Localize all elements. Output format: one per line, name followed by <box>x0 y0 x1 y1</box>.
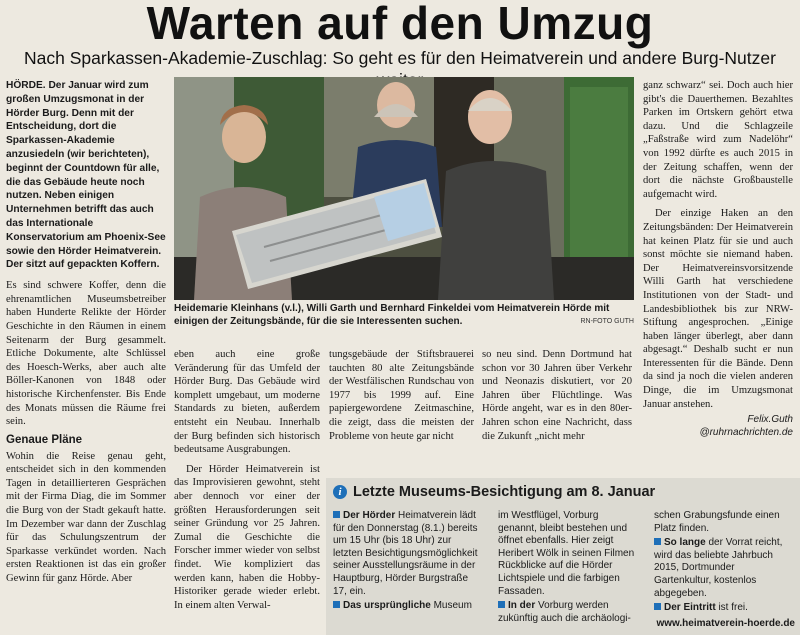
lead-paragraph: HÖRDE. Der Januar wird zum großen Umzugsmonat in der Hörder Burg. Denn mit der Entscheidung, dort die Sparkassen-Akademie anzusiedeln (wir berichteten), beginnt der Countdown für alle, die das Gebäude heute noch nutzen. Neben einigen Unternehmen betrifft das auch das Internationale Konservatorium am Phoenix-See sowie den Hörder Heimatverein. Der sitzt auf gepackten Koffern. <box>6 80 166 271</box>
bullet-square-icon <box>654 538 661 545</box>
info-bullet <box>654 602 794 615</box>
bullet-square-icon <box>654 603 661 610</box>
body-paragraph: Der einzige Haken an den Zeitungsbänden: Der Heimatverein hat keinen Platz für sie und auch sonst möchte sie niemand haben. Der Heimatvereinsvorsitzende Willi Garth hat verschiedene Institutionen von der Stadt- und Landesbibliothek bis zur NRW-Stiftung angesprochen. „Einige haben länger überlegt, aber dann abgesagt.“ Deshalb sucht er nun Interessenten für die Bände. Denn da sind ja noch die vielen anderen Dinge, die im Umzugsmonat Januar anstehen. <box>643 208 793 410</box>
bullet-square-icon <box>333 601 340 608</box>
column-5 <box>643 79 793 439</box>
bullet-lead: In der <box>508 600 536 612</box>
photo-caption: Heidemarie Kleinhans (v.l.), Willi Garth und Bernhard Finkeldei vom Heimatverein Hörde mit einigen der Zeitungsbände, für die sie Interessenten suchen. <box>174 303 610 327</box>
column-4 <box>482 348 632 443</box>
info-column-2 <box>498 510 640 627</box>
body-paragraph: so neu sind. Denn Dortmund hat schon vor 30 Jahren über Verkehr und Neonazis diskutiert, vor 20 Jahren über Flüchtlinge. Was Hörde angeht, war es in den 80er-Jahren schon eine Nachricht, dass die Zukunft „nicht mehr <box>482 349 632 442</box>
bullet-lead: Der Hörder <box>343 510 396 521</box>
author-handle: @ruhrnachrichten.de <box>699 427 793 439</box>
info-box-title-text: Letzte Museums-Besichtigung am 8. Januar <box>353 484 656 500</box>
column-2 <box>174 348 320 612</box>
photo-credit: RN-FOTO GUTH <box>580 318 634 325</box>
info-bullet <box>654 537 794 600</box>
body-paragraph: Es sind schwere Koffer, denn die ehrenamtlichen Museumsbetreiber haben Hunderte Relikte der Hörder Geschichte in den Räumen in einem Seitenarm der Burg gesammelt. Etliche Dokumente, alte Schlüssel des Hoesch-Werks, aber auch alte Böller-Kanonen von 1848 oder historische Kirchenfenster. Bis Ende des Monats müssen die Räume frei sein. <box>6 280 166 428</box>
info-bullet <box>333 510 483 598</box>
website-link[interactable]: www.heimatverein-hoerde.de <box>656 618 795 629</box>
column-3 <box>329 348 474 443</box>
body-paragraph: eben auch eine große Veränderung für das Umfeld der Hörder Burg. Das Gebäude wird komplett umgebaut, um moderne Standards zu bieten, außerdem entsteht ein Neubau. Innerhalb der Burg befinden sich historisch bedeutsame Ausgrabungen. <box>174 349 320 456</box>
bullet-text: Vorburg werden zukünftig auch die archäologi- <box>498 600 631 624</box>
body-paragraph: Wohin die Reise genau geht, entscheidet sich in den kommenden Tagen in detaillierteren Gesprächen mit der Firma Diag, die im Sommer die Burg von der Stadt gekauft hatte. Im Dezember war dann der Zuschlag für das Schulungszentrum der Sparkasse verkündet worden. Nach ersten Reaktionen ist das ein großer Gewinn für ganz Hörde. Aber <box>6 450 166 585</box>
bullet-lead: Das ursprüngliche <box>343 600 431 612</box>
bullet-text: der Vorrat reicht, wird das beliebte Jahrbuch 2015, Dortmunder Gartenkultur, kostenlos abgegeben. <box>654 537 783 599</box>
body-paragraph: tungsgebäude der Stiftsbrauerei tauchten 80 alte Zeitungsbände der Westfälischen Rundschau von 1977 bis 1999 auf. Eine papiergewordene Zeitmaschine, die zeigt, dass die meisten der Probleme von heute gar nicht <box>329 349 474 442</box>
article-photo <box>174 77 634 300</box>
subheadline: Nach Sparkassen-Akademie-Zuschlag: So geht es für den Heimatverein und andere Burg-Nutzer <box>24 48 776 68</box>
info-bullet <box>498 600 640 625</box>
info-text: schen Grabungsfunde einen Platz finden. <box>654 510 780 534</box>
headline: Warten auf den Umzug <box>146 0 654 49</box>
section-heading: Genaue Pläne <box>6 433 83 446</box>
bullet-text: Heimatverein lädt für den Donnerstag (8.1.) bereits um 15 Uhr (bis 18 Uhr) zur letzten Besichtigungsmöglichkeit seiner Ausstellungsräume in der Hauptburg, Hörder Burgstraße 17, ein. <box>333 510 478 597</box>
bullet-lead: So lange <box>664 537 706 549</box>
bullet-text: ist frei. <box>715 602 748 614</box>
info-bullet <box>333 600 483 613</box>
body-paragraph: ganz schwarz“ sei. Doch auch hier gibt's die Dauerthemen. Bezahltes Parken im Ortskern gehört etwa dazu. Und die Schlagzeile „Faßstraße wird zum Nadelöhr“ von 1992 dürfte es auch 2015 in der Zeitung schaffen, wenn der dort die nächste Großbaustelle aufgemacht wird. <box>643 80 793 200</box>
body-paragraph: Der Hörder Heimatverein ist das Improvisieren gewohnt, steht aber dennoch vor einer der größten Herausforderungen seit seiner Gründung vor 25 Jahren. Zumal die Geschichte die Forscher immer wieder von selbst findet. Wie kompliziert das werden kann, haben die Hobby-Historiker gerade wieder erlebt. In einem alten Verwal- <box>174 463 320 611</box>
info-icon: i <box>333 485 347 499</box>
bullet-lead: Der Eintritt <box>664 602 716 614</box>
info-text: im Westflügel, Vorburg genannt, bleibt bestehen und öffnet ebenfalls. Hier zeigt Heribert Wölk in seinen Filmen Rückblicke auf die Hörder Lichtspiele und die farbigen Fassaden. <box>498 510 635 597</box>
column-1 <box>6 79 166 586</box>
bullet-text: Museum <box>430 600 472 612</box>
info-column-3 <box>654 510 794 617</box>
bullet-square-icon <box>333 511 340 518</box>
bullet-square-icon <box>498 601 505 608</box>
info-column-1 <box>333 510 483 615</box>
author-name: Felix.Guth <box>747 414 793 426</box>
info-box-title <box>333 483 655 501</box>
